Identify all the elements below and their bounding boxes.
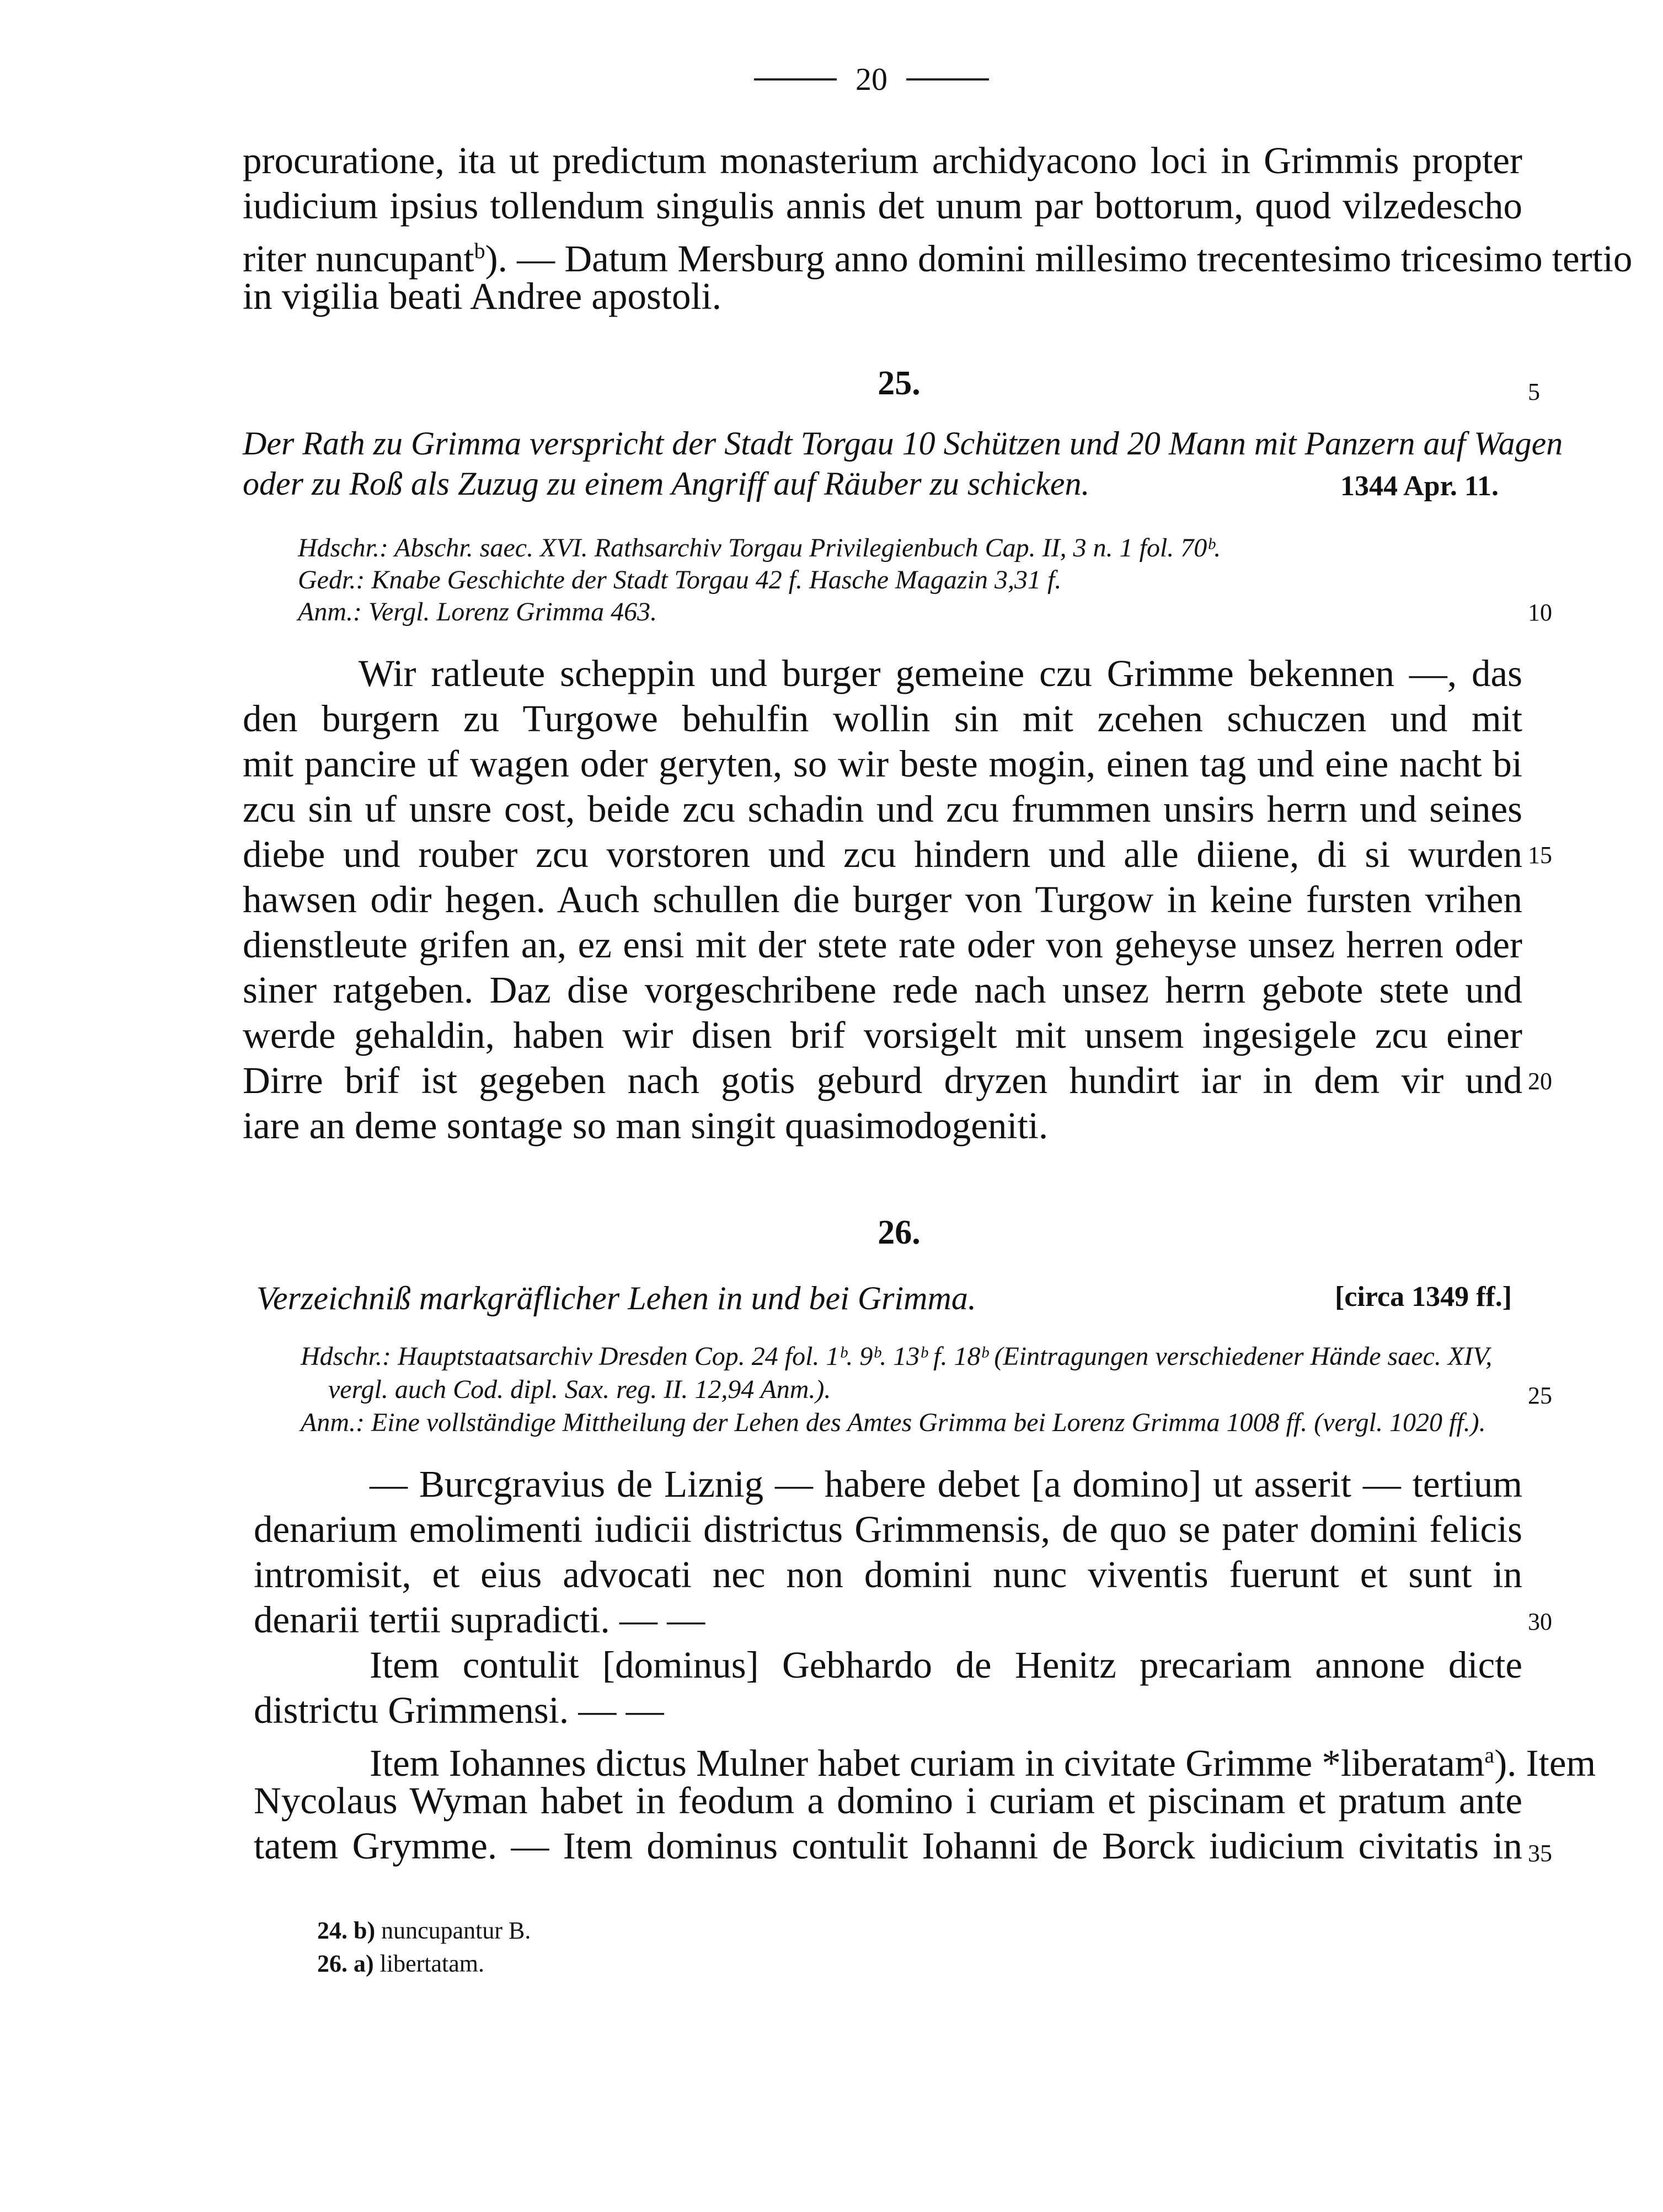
doc25-line-2: den burgern zu Turgowe behulfin wollin sin mit zcehen schuczen und mit xyxy=(243,698,1522,740)
doc25-line-5: diebe und rouber zcu vorstoren und zcu hindern und alle diiene, di si wurden xyxy=(243,833,1522,875)
margin-number-30: 30 xyxy=(1528,1608,1552,1635)
doc25-title-line-1-text: Der Rath zu Grimma verspricht der Stadt Torgau 10 Schützen und 20 Mann mit Panzern auf Wagen xyxy=(243,425,1563,462)
doc26-line-6: districtu Grimmensi. — — xyxy=(254,1689,664,1731)
intro-paragraph xyxy=(243,138,1633,319)
intro-line-2: iudicium ipsius tollendum singulis annis det unum par bottorum, quod vilzedescho xyxy=(243,185,1522,227)
doc25-line-4: zcu sin uf unsre cost, beide zcu schadin und zcu frummen unsirs herrn und seines xyxy=(243,788,1522,830)
doc25-number: 25. xyxy=(878,365,921,402)
doc26-notes xyxy=(301,1340,1492,1439)
intro-line-3-rest: ). — Datum Mersburg anno domini millesimo trecentesimo tricesimo tertio xyxy=(485,238,1633,280)
doc25-title-line-2: oder zu Roß als Zuzug zu einem Angriff auf Räuber zu schicken. xyxy=(243,465,1090,502)
doc25-note-2: Gedr.: Knabe Geschichte der Stadt Torgau 42 f. Hasche Magazin 3,31 f. xyxy=(298,565,1062,594)
intro-line-3 xyxy=(243,228,1633,280)
doc26-line-2: denarium emolimenti iudicii districtus Grimmensis, de quo se pater domini felicis xyxy=(254,1508,1522,1550)
margin-number-15: 15 xyxy=(1528,842,1552,869)
doc26-line-7 xyxy=(254,1733,1596,1784)
page-number: 20 xyxy=(855,61,887,97)
intro-line-4: in vigilia beati Andree apostoli. xyxy=(243,275,722,317)
doc26-note-1: Hdschr.: Hauptstaatsarchiv Dresden Cop. 24 fol. 1ᵇ. 9ᵇ. 13ᵇ f. 18ᵇ (Eintragungen verschiedener Hände saec. XIV, xyxy=(301,1342,1493,1371)
doc26-line-8: Nycolaus Wyman habet in feodum a domino i curiam et piscinam et pratum ante xyxy=(254,1780,1522,1822)
doc25-text xyxy=(243,651,1522,1148)
doc25-title xyxy=(243,425,1563,503)
doc26-line-5: Item contulit [dominus] Gebhardo de Henitz precariam annone dicte xyxy=(370,1644,1522,1686)
doc26-line-9: tatem Grymme. — Item dominus contulit Iohanni de Borck iudicium civitatis in xyxy=(254,1825,1522,1867)
doc25-line-10: Dirre brif ist gegeben nach gotis geburd dryzen hundirt iar in dem vir und xyxy=(243,1059,1522,1101)
doc25-line-7: dienstleute grifen an, ez ensi mit der stete rate oder von geheyse unsez herren oder xyxy=(243,924,1522,966)
doc26-date: [circa 1349 ff.] xyxy=(1335,1281,1512,1313)
doc26-line-1: — Burcgravius de Liznig — habere debet [a domino] ut asserit — tertium xyxy=(370,1463,1522,1505)
footnote-2 xyxy=(317,1949,484,1978)
doc26-number: 26. xyxy=(878,1214,921,1251)
doc26-line-7-rest: ). Item xyxy=(1494,1742,1596,1784)
margin-number-10: 10 xyxy=(1528,599,1552,626)
doc25-line-6: hawsen odir hegen. Auch schullen die burger von Turgow in keine fursten vrihen xyxy=(243,879,1522,920)
doc25-line-8: siner ratgeben. Daz dise vorgeschribene rede nach unsez herrn gebote stete und xyxy=(243,969,1522,1011)
doc25-line-9: werde gehaldin, haben wir disen brif vorsigelt mit unsem ingesigele zcu einer xyxy=(243,1014,1522,1056)
margin-number-5: 5 xyxy=(1528,378,1540,405)
doc26-note-3: Anm.: Eine vollständige Mittheilung der Lehen des Amtes Grimma bei Lorenz Grimma 1008 ff. (vergl. 1020 ff.). xyxy=(301,1408,1486,1437)
footnote-ref-a: a xyxy=(1484,1743,1495,1768)
footnote-1 xyxy=(317,1916,531,1945)
doc26-line-3: intromisit, et eius advocati nec non domini nunc viventis fuerunt et sunt in xyxy=(254,1554,1522,1595)
page-header xyxy=(717,61,1026,98)
doc25-date: 1344 Apr. 11. xyxy=(1340,470,1499,502)
intro-line-1: procuratione, ita ut predictum monasterium archidyacono loci in Grimmis propter xyxy=(243,140,1522,181)
doc26-title: Verzeichniß markgräflicher Lehen in und bei Grimma. xyxy=(256,1280,976,1316)
doc25-note-1: Hdschr.: Abschr. saec. XVI. Rathsarchiv Torgau Privilegienbuch Cap. II, 3 n. 1 fol. 70ᵇ. xyxy=(298,533,1221,563)
header-dash-right xyxy=(906,78,989,81)
footnote-1-ref: 24. b) xyxy=(317,1917,376,1944)
doc26-line-4: denarii tertii supradicti. — — xyxy=(254,1599,705,1641)
doc25-notes xyxy=(298,532,1221,628)
doc25-line-3: mit pancire uf wagen oder geryten, so wir beste mogin, einen tag und eine nacht bi xyxy=(243,743,1522,785)
footnote-2-ref: 26. a) xyxy=(317,1950,374,1977)
doc26-line-7-start: Item Iohannes dictus Mulner habet curiam in civitate Grimme *liberatam xyxy=(370,1742,1485,1784)
doc25-title-line-1 xyxy=(243,425,1563,463)
header-dash-left xyxy=(754,78,837,81)
intro-line-3-start: riter nuncupant xyxy=(243,238,474,280)
margin-number-35: 35 xyxy=(1528,1840,1552,1867)
footnote-2-text: libertatam. xyxy=(379,1950,485,1977)
doc25-line-11: iare an deme sontage so man singit quasimodogeniti. xyxy=(243,1105,1049,1147)
doc26-note-2: vergl. auch Cod. dipl. Sax. reg. II. 12,94 Anm.). xyxy=(328,1375,831,1404)
margin-number-20: 20 xyxy=(1528,1068,1552,1095)
footnote-1-text: nuncupantur B. xyxy=(381,1917,531,1944)
footnote-ref-b: b xyxy=(474,238,485,263)
margin-number-25: 25 xyxy=(1528,1382,1552,1409)
doc25-note-3: Anm.: Vergl. Lorenz Grimma 463. xyxy=(298,597,657,626)
doc25-line-1: Wir ratleute scheppin und burger gemeine czu Grimme bekennen —, das xyxy=(359,652,1522,694)
